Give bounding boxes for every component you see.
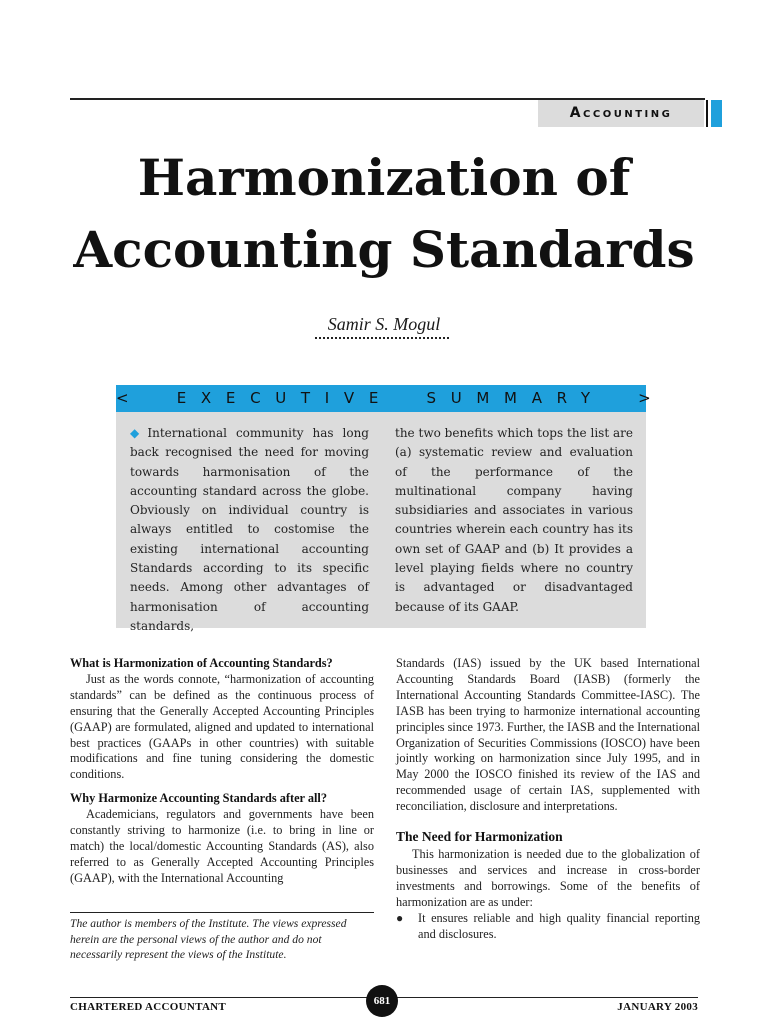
diamond-bullet-icon: ◆ [130, 426, 145, 440]
author-name: Samir S. Mogul [327, 314, 441, 334]
title-line-2: Accounting Standards [73, 220, 695, 279]
author-underline [315, 337, 449, 339]
bullet-text: It ensures reliable and high quality financial reporting and disclosures. [418, 910, 700, 941]
executive-summary-heading: < EXECUTIVE SUMMARY > [116, 385, 646, 412]
paragraph-iasb: Standards (IAS) issued by the UK based International Accounting Standards Board (IASB) (formerly the International Accounting Standards Committee-IASC). The IASB has been trying to harmonize international accounting principles since 1973. Further, the IASB and the International Organization of Securities Commissions (IOSCO) have been jointly working on harmonization since July 1995, and in May 2000 the IOSCO finished its review of the IAS and recommended usage of certain IAS, supplemented with reconciliation, disclosure and interpretations. [396, 656, 700, 814]
paragraph-need: This harmonization is needed due to the globalization of businesses and services and increase in cross-border investments and borrowings. Some of the benefits of harmonization are as under: [396, 846, 700, 909]
bullet-item [396, 911, 700, 943]
paragraph-why: Academicians, regulators and governments have been constantly striving to harmonize (i.e. to bring in line or match) the local/domestic Accounting Standards (AS), also referred to as Generally Accepted Accounting Principles (GAAP), with the International Accounting [70, 807, 374, 885]
bullet-dot-icon: ● [396, 910, 404, 925]
heading-need: The Need for Harmonization [396, 829, 563, 845]
summary-right-column: the two benefits which tops the list are (a) systematic review and evaluation of the performance of the multinational company having subsidiaries and associates in various countries wherein each country has its own set of GAAP and (b) It provides a level playing fields where no country is advantaged or disadvantaged because of its GAAP. [395, 426, 633, 614]
section-tag: Accounting [538, 100, 704, 127]
body-right-column [396, 656, 700, 942]
article-title [0, 142, 768, 286]
title-line-1: Harmonization of [137, 148, 631, 207]
footer-date: JANUARY 2003 [617, 1001, 698, 1013]
heading-what-is: What is Harmonization of Accounting Standards? [70, 656, 333, 670]
body-left-column [70, 656, 374, 887]
heading-why-harmonize: Why Harmonize Accounting Standards after all? [70, 791, 327, 806]
footnote-rule [70, 912, 374, 913]
page-number: 681 [366, 985, 398, 1017]
tag-bar-thin [706, 100, 708, 127]
footer-publication: CHARTERED ACCOUNTANT [70, 1001, 227, 1013]
tag-bar-accent [711, 100, 722, 127]
summary-left-column [130, 424, 369, 636]
summary-left-text: International community has long back recognised the need for moving towards harmonisation of the accounting standard across the globe. Obviously on individual country is always entitled to costomise the existing international accounting Standards according to its specific needs. Among other advantages of harmonisation of accounting standards, [130, 426, 369, 633]
paragraph-definition: Just as the words connote, “harmonization of accounting standards” can be defined as the continuous process of ensuring that the Generally Accepted Accounting Principles (GAAP) are formulated, aligned and updated to international best practices (GAAPs in other countries) with suitable modifications and fine tuning considering the domestic conditions. [70, 671, 374, 782]
author-footnote: The author is members of the Institute. The views expressed herein are the personal views of the author and do not necessarily represent the views of the Institute. [70, 917, 347, 962]
